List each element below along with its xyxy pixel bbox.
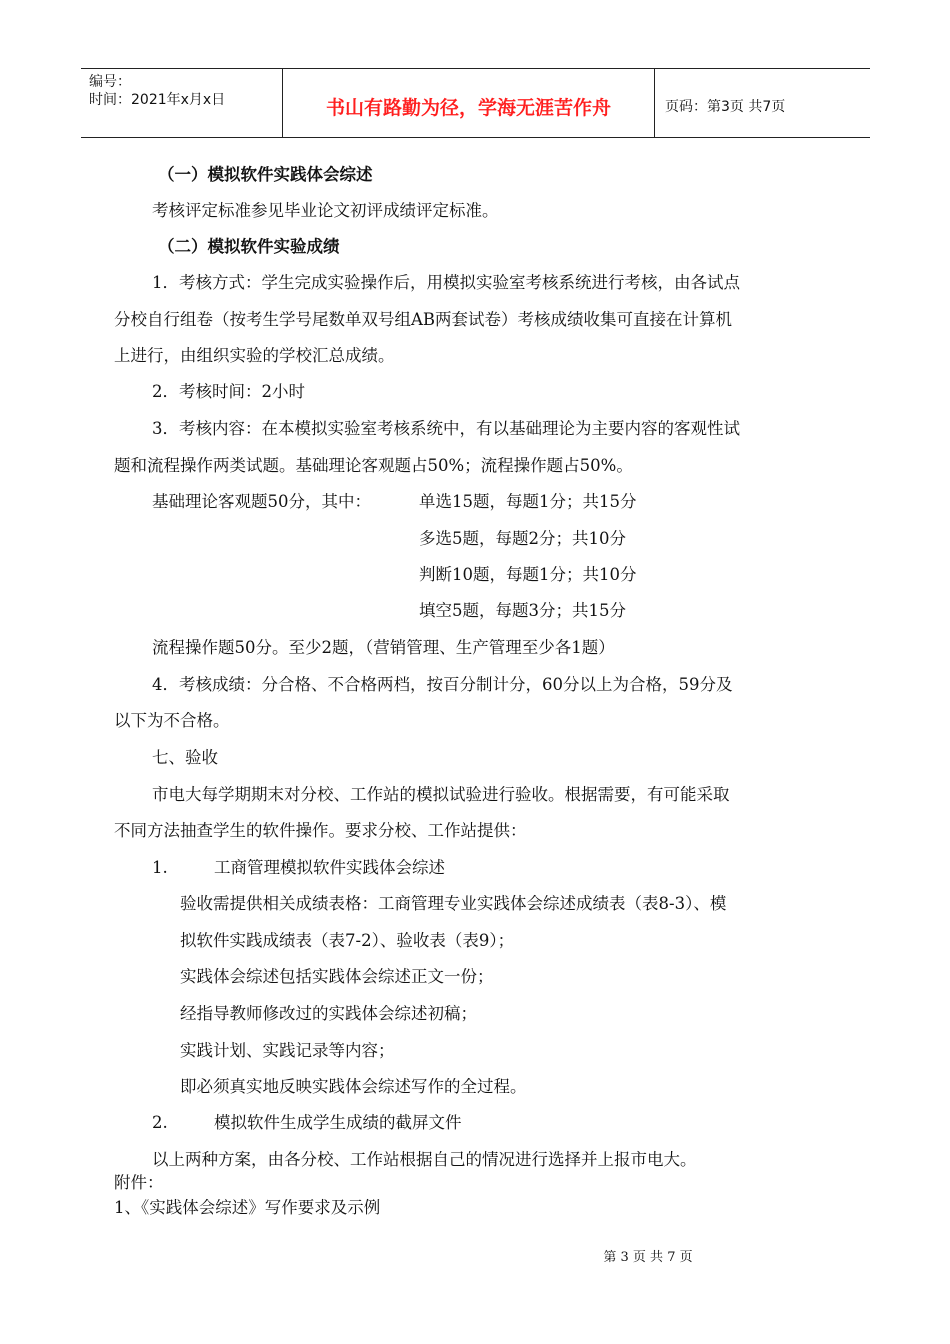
list-item: 单选15题，每题1分；共15分 [419, 492, 637, 511]
header-meta [81, 69, 283, 137]
list-item: 工商管理模拟软件实践体会综述 [214, 858, 445, 877]
paragraph-line: 拟软件实践成绩表（表7-2）、验收表（表9）； [180, 931, 515, 950]
list-item: 多选5题，每题2分；共10分 [419, 529, 626, 548]
paragraph-line: 1．考核方式：学生完成实验操作后，用模拟实验室考核系统进行考核，由各试点 [152, 273, 740, 292]
header-number: 编号： [89, 74, 131, 90]
section-heading-1: （一）模拟软件实践体会综述 [158, 165, 373, 184]
paragraph-line: 不同方法抽查学生的软件操作。要求分校、工作站提供： [114, 821, 527, 840]
list-number: 1. [152, 858, 168, 877]
paragraph-line: 以下为不合格。 [114, 711, 230, 730]
paragraph-line: 分校自行组卷（按考生学号尾数单双号组AB两套试卷）考核成绩收集可直接在计算机 [114, 310, 733, 329]
section-heading-2: （二）模拟软件实验成绩 [158, 237, 340, 256]
paragraph-line: 实践体会综述包括实践体会综述正文一份； [180, 967, 494, 986]
paragraph-line: 实践计划、实践记录等内容； [180, 1041, 395, 1060]
paragraph-line: 以上两种方案，由各分校、工作站根据自己的情况进行选择并上报市电大。 [152, 1150, 697, 1169]
paragraph-line: 即必须真实地反映实践体会综述写作的全过程。 [180, 1077, 527, 1096]
paragraph-line: 4．考核成绩：分合格、不合格两档，按百分制计分，60分以上为合格，59分及 [152, 675, 733, 694]
paragraph-line: 考核评定标准参见毕业论文初评成绩评定标准。 [152, 201, 499, 220]
attachment-label: 附件： [114, 1173, 164, 1192]
paragraph-line: 题和流程操作两类试题。基础理论客观题占50%；流程操作题占50%。 [114, 456, 633, 475]
paragraph-line: 2．考核时间：2小时 [152, 382, 305, 401]
paragraph-line: 验收需提供相关成绩表格：工商管理专业实践体会综述成绩表（表8-3）、模 [180, 894, 727, 913]
section-heading-7: 七、验收 [152, 748, 218, 767]
paragraph-line: 上进行，由组织实验的学校汇总成绩。 [114, 346, 395, 365]
page-header [81, 68, 870, 138]
list-number: 2. [152, 1113, 168, 1132]
header-time: 时间：2021年x月x日 [89, 92, 226, 108]
paragraph-line: 基础理论客观题50分，其中： [152, 492, 371, 511]
page-footer: 第 3 页 共 7 页 [603, 1250, 693, 1265]
paragraph-line: 3．考核内容：在本模拟实验室考核系统中，有以基础理论为主要内容的客观性试 [152, 419, 740, 438]
list-item: 判断10题，每题1分；共10分 [419, 565, 637, 584]
header-motto: 书山有路勤为径，学海无涯苦作舟 [283, 69, 655, 137]
attachment-item: 1、《实践体会综述》写作要求及示例 [114, 1198, 381, 1217]
list-item: 模拟软件生成学生成绩的截屏文件 [214, 1113, 462, 1132]
paragraph-line: 流程操作题50分。至少2题，（营销管理、生产管理至少各1题） [152, 638, 615, 657]
list-item: 填空5题，每题3分；共15分 [419, 601, 626, 620]
paragraph-line: 市电大每学期期末对分校、工作站的模拟试验进行验收。根据需要，有可能采取 [152, 785, 730, 804]
paragraph-line: 经指导教师修改过的实践体会综述初稿； [180, 1004, 477, 1023]
header-page-number: 页码：第3页 共7页 [665, 99, 786, 115]
